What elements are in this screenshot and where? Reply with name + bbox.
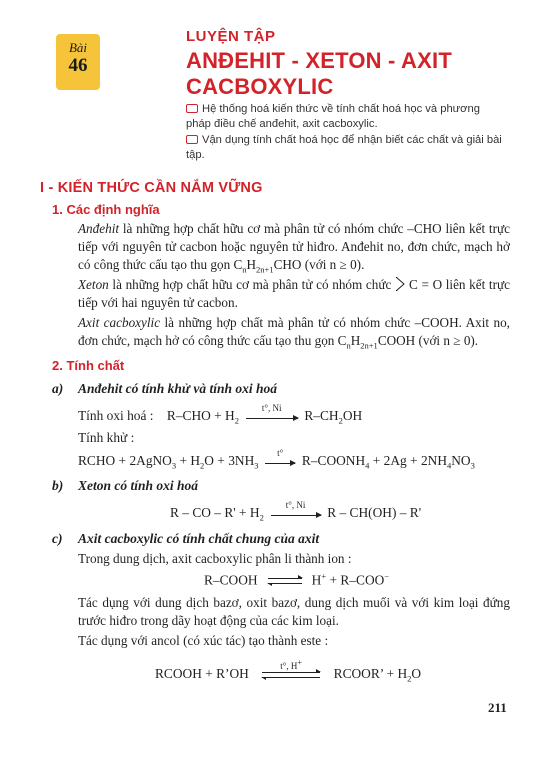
objective-1 bbox=[186, 102, 506, 132]
reaction-arrow: t°, Ni bbox=[271, 511, 321, 516]
lesson-title: ANĐEHIT - XETON - AXIT CACBOXYLIC bbox=[186, 48, 452, 99]
objective-text: Vận dụng tính chất hoá học để nhận biết các chất và giải bài tập. bbox=[186, 134, 502, 161]
lesson-subtitle: LUYỆN TẬP bbox=[186, 28, 276, 45]
folder-icon bbox=[186, 135, 198, 144]
property-a-heading: a) Anđehit có tính khử và tính oxi hoá bbox=[52, 381, 278, 396]
base-reaction-text: Tác dụng với dung dịch bazơ, oxit bazơ, dung dịch muối và với kim loại đứng trước hiđro trong dãy hoạt động của các kim loại. bbox=[78, 595, 510, 628]
objective-text: Hệ thống hoá kiến thức về tính chất hoá học và phương pháp điều chế anđehit, axit cacboxylic. bbox=[186, 103, 480, 130]
lesson-badge bbox=[56, 34, 100, 90]
reaction-arrow: t°, Ni bbox=[246, 414, 298, 419]
property-b-heading: b) Xeton có tính oxi hoá bbox=[52, 478, 199, 493]
badge-number: 46 bbox=[68, 55, 88, 76]
folder-icon bbox=[186, 104, 198, 113]
xeton-equation: R – CO – $R' + H_2$ t°, Ni R – CH(OH) – R' bbox=[170, 500, 422, 523]
axit-definition: Axit cacboxylic là những hợp chất mà phân tử có nhóm chức –COOH. Axit no, đơn chức, mạch hở có công thức cấu tạo thu gọn $C_nH_{2n+1}COOH$ (với n ≥ 0). bbox=[78, 315, 510, 351]
khu-label: Tính khử : bbox=[78, 430, 135, 445]
equilibrium-arrow bbox=[268, 576, 302, 586]
objective-2 bbox=[186, 133, 506, 163]
term: Anđehit bbox=[78, 221, 120, 236]
xeton-definition: Xeton là những hợp chất hữu cơ mà phân tử có nhóm chức C = O liên kết trực tiếp với hai nguyên tử cacbon. bbox=[78, 277, 510, 310]
term: Axit cacboxylic bbox=[78, 315, 161, 330]
property-c-heading: c) Axit cacboxylic có tính chất chung của axit bbox=[52, 531, 320, 546]
ester-equation: RCOOH + R’OH t°, H+ RCOOR’ + $H_2O$ bbox=[155, 656, 422, 684]
term: Xeton bbox=[78, 277, 109, 292]
badge-label: Bài bbox=[68, 40, 88, 55]
ionization-text: Trong dung dịch, axit cacboxylic phân li thành ion : bbox=[78, 551, 352, 566]
andehit-definition: Anđehit là những hợp chất hữu cơ mà phân tử có nhóm chức –CHO liên kết trực tiếp với nguyên tử cacbon hoặc nguyên tử hiđro. Anđehit no, đơn chức, mạch hở có công thức cấu tạo thu gọn $C_nH_{2n+1}CHO$ (với n ≥ 0). bbox=[78, 221, 510, 275]
ester-text: Tác dụng với ancol (có xúc tác) tạo thành este : bbox=[78, 633, 329, 648]
section-heading: I - KIẾN THỨC CẦN NẮM VỮNG bbox=[40, 180, 263, 196]
ionization-equation: R–COOH H+ + R–COO− bbox=[204, 571, 390, 588]
khu-equation: RCHO + 2AgNO$_3$ + $H_2O + 3NH_3$ t° $R-COONH_4 + 2Ag + 2NH_4NO_3$ bbox=[78, 448, 475, 471]
page-number: 211 bbox=[488, 700, 507, 715]
carbonyl-bond-icon bbox=[395, 276, 409, 292]
subsection-heading-properties: 2. Tính chất bbox=[52, 358, 125, 373]
reaction-arrow: t° bbox=[265, 459, 295, 464]
subsection-heading-definitions: 1. Các định nghĩa bbox=[52, 202, 160, 217]
equilibrium-arrow: t°, H+ bbox=[262, 670, 320, 680]
oxi-equation: Tính oxi hoá : $R-CHO + H_2$ t°, Ni $R-CH_2OH$ bbox=[78, 403, 363, 426]
